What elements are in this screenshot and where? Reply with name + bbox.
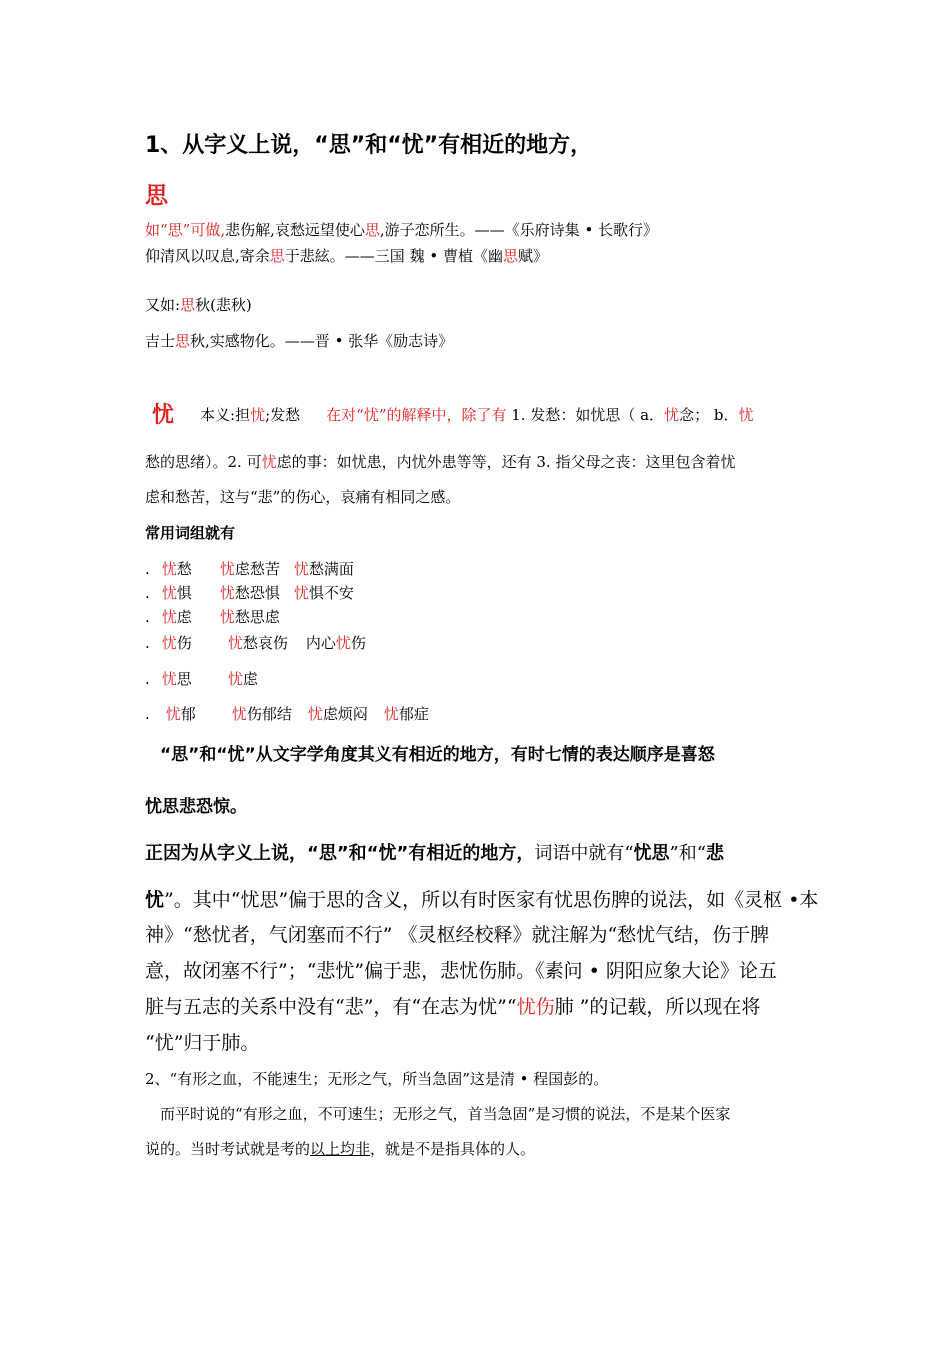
- list-item: 忧虑烦闷: [307, 705, 368, 723]
- list-item: 忧惧不安: [293, 584, 354, 602]
- text-underlined: 以上均非: [310, 1140, 371, 1158]
- bullet-dot: .: [145, 670, 150, 688]
- part2-line-1: 2、“有形之血，不能速生；无形之气，所当急固”这是清 • 程国彭的。: [145, 1070, 609, 1088]
- phrase-row-2: [145, 582, 354, 603]
- text: ，就是不是指具体的人。: [370, 1140, 536, 1158]
- text: 秋(悲秋): [195, 296, 252, 314]
- phrase-row-1: [145, 558, 354, 579]
- list-item: 忧愁: [161, 560, 192, 578]
- text: ”和“: [669, 843, 706, 864]
- text: ;发愁: [265, 406, 301, 424]
- text: ,游子恋所生。——《乐府诗集 • 长歌行》: [379, 221, 659, 239]
- list-item: 忧虑愁苦: [219, 560, 280, 578]
- list-item: 内心忧伤: [305, 634, 366, 652]
- text-red: 思: [269, 247, 285, 265]
- main-paragraph-line-3: 神》“愁忧者，气闭塞而不行” 《灵枢经校释》就注解为“愁忧气结，伤于脾: [145, 924, 770, 946]
- text-red: 忧伤: [516, 996, 555, 1018]
- text: 念； b．: [679, 406, 739, 424]
- you-paragraph-line-2: [145, 451, 735, 472]
- section-heading: 1、从字义上说，“思”和“忧”有相近的地方，: [145, 133, 593, 158]
- list-item: 忧郁: [165, 705, 196, 723]
- phrase-row-5: [145, 668, 258, 689]
- text: 1. 发愁：如忧思（ a．: [506, 406, 665, 424]
- text-red: 思: [175, 332, 191, 350]
- text-red: 忧: [664, 406, 680, 424]
- text-bold: 忧: [145, 889, 165, 911]
- si-example: [145, 294, 252, 315]
- text-red: 忧: [250, 406, 266, 424]
- si-quote-2: [145, 245, 548, 266]
- list-item: 忧伤郁结: [231, 705, 292, 723]
- part2-line-3: [145, 1138, 535, 1159]
- main-paragraph-line-4: 意，故闭塞不行”；“悲忧”偏于悲，悲忧伤肺。《素问 • 阴阳应象大论》论五: [145, 960, 777, 982]
- bold-paragraph-line-2: 忧思悲恐惊。: [145, 797, 247, 817]
- list-item: 忧愁思虑: [219, 608, 280, 626]
- you-title: 忧: [152, 402, 175, 428]
- text-red: 思: [364, 221, 380, 239]
- phrase-row-4: [145, 632, 366, 653]
- si-quote-1: [145, 219, 658, 240]
- text-red: 思: [180, 296, 196, 314]
- main-paragraph-line-1: [145, 839, 724, 865]
- phrase-row-6: [145, 703, 429, 724]
- text: 赋》: [517, 247, 548, 265]
- text: 肺 ”的记载，所以现在将: [554, 996, 761, 1018]
- phrases-title: 常用词组就有: [145, 524, 236, 542]
- text: 虑的事：如忧患，内忧外患等等，还有 3. 指父母之丧：这里包含着忧: [276, 453, 736, 471]
- bullet-dot: .: [145, 608, 150, 626]
- bullet-dot: .: [145, 584, 150, 602]
- you-paragraph-line-1: [152, 398, 753, 429]
- you-paragraph-line-3: 虑和愁苦，这与“悲”的伤心，哀痛有相同之感。: [145, 488, 461, 506]
- text: 悲伤解,哀愁远望使心: [225, 221, 365, 239]
- text-red: 忧: [738, 406, 754, 424]
- bullet-dot: .: [145, 560, 150, 578]
- text: 吉士: [145, 332, 176, 350]
- text: 愁的思绪）。2. 可: [145, 453, 262, 471]
- main-paragraph-line-5: [145, 992, 760, 1019]
- bullet-dot: .: [145, 634, 150, 652]
- text-bold: 忧思: [633, 843, 670, 864]
- text: ”。其中“忧思”偏于思的含义，所以有时医家有忧思伤脾的说法，如《灵枢 •本: [164, 889, 819, 911]
- list-item: 忧愁满面: [293, 560, 354, 578]
- list-item: 忧虑: [227, 670, 258, 688]
- phrase-row-3: [145, 606, 280, 627]
- list-item: 忧惧: [161, 584, 192, 602]
- list-item: 忧思: [161, 670, 192, 688]
- part2-line-2: 而平时说的“有形之血，不可速生；无形之气，首当急固”是习惯的说法，不是某个医家: [160, 1105, 731, 1123]
- text: 仰清风以叹息,寄余: [145, 247, 270, 265]
- text-bold: 正因为从字义上说，“思”和“忧”有相近的地方，: [145, 843, 535, 864]
- text-bold: 悲: [705, 843, 724, 864]
- si-quote-3: [145, 330, 453, 351]
- list-item: 忧郁症: [383, 705, 429, 723]
- text-red: 思: [502, 247, 518, 265]
- bullet-dot: .: [145, 705, 150, 723]
- main-paragraph-line-6: “忧”归于肺。: [145, 1032, 260, 1054]
- text: 词语中就有“: [534, 843, 634, 864]
- list-item: 忧伤: [161, 634, 192, 652]
- text-red: 如“思”可做,: [145, 221, 226, 239]
- text-red: 忧: [261, 453, 277, 471]
- text: 于悲絃。——三国 魏 • 曹植《幽: [284, 247, 503, 265]
- text: 说的。当时考试就是考的: [145, 1140, 311, 1158]
- list-item: 忧愁哀伤: [227, 634, 288, 652]
- text-red: 在对“忧”的解释中，除了有: [326, 406, 507, 424]
- main-paragraph-line-2: [145, 885, 818, 912]
- si-title: 思: [145, 182, 168, 209]
- text: 又如:: [145, 296, 181, 314]
- text: 秋,实感物化。——晋 • 张华《励志诗》: [190, 332, 454, 350]
- text: 脏与五志的关系中没有“悲”，有“在志为忧”“: [145, 996, 517, 1018]
- list-item: 忧愁恐惧: [219, 584, 280, 602]
- bold-paragraph-line-1: “思”和“忧”从文字学角度其义有相近的地方，有时七情的表达顺序是喜怒: [160, 745, 715, 765]
- text: 本义:担: [200, 406, 251, 424]
- list-item: 忧虑: [161, 608, 192, 626]
